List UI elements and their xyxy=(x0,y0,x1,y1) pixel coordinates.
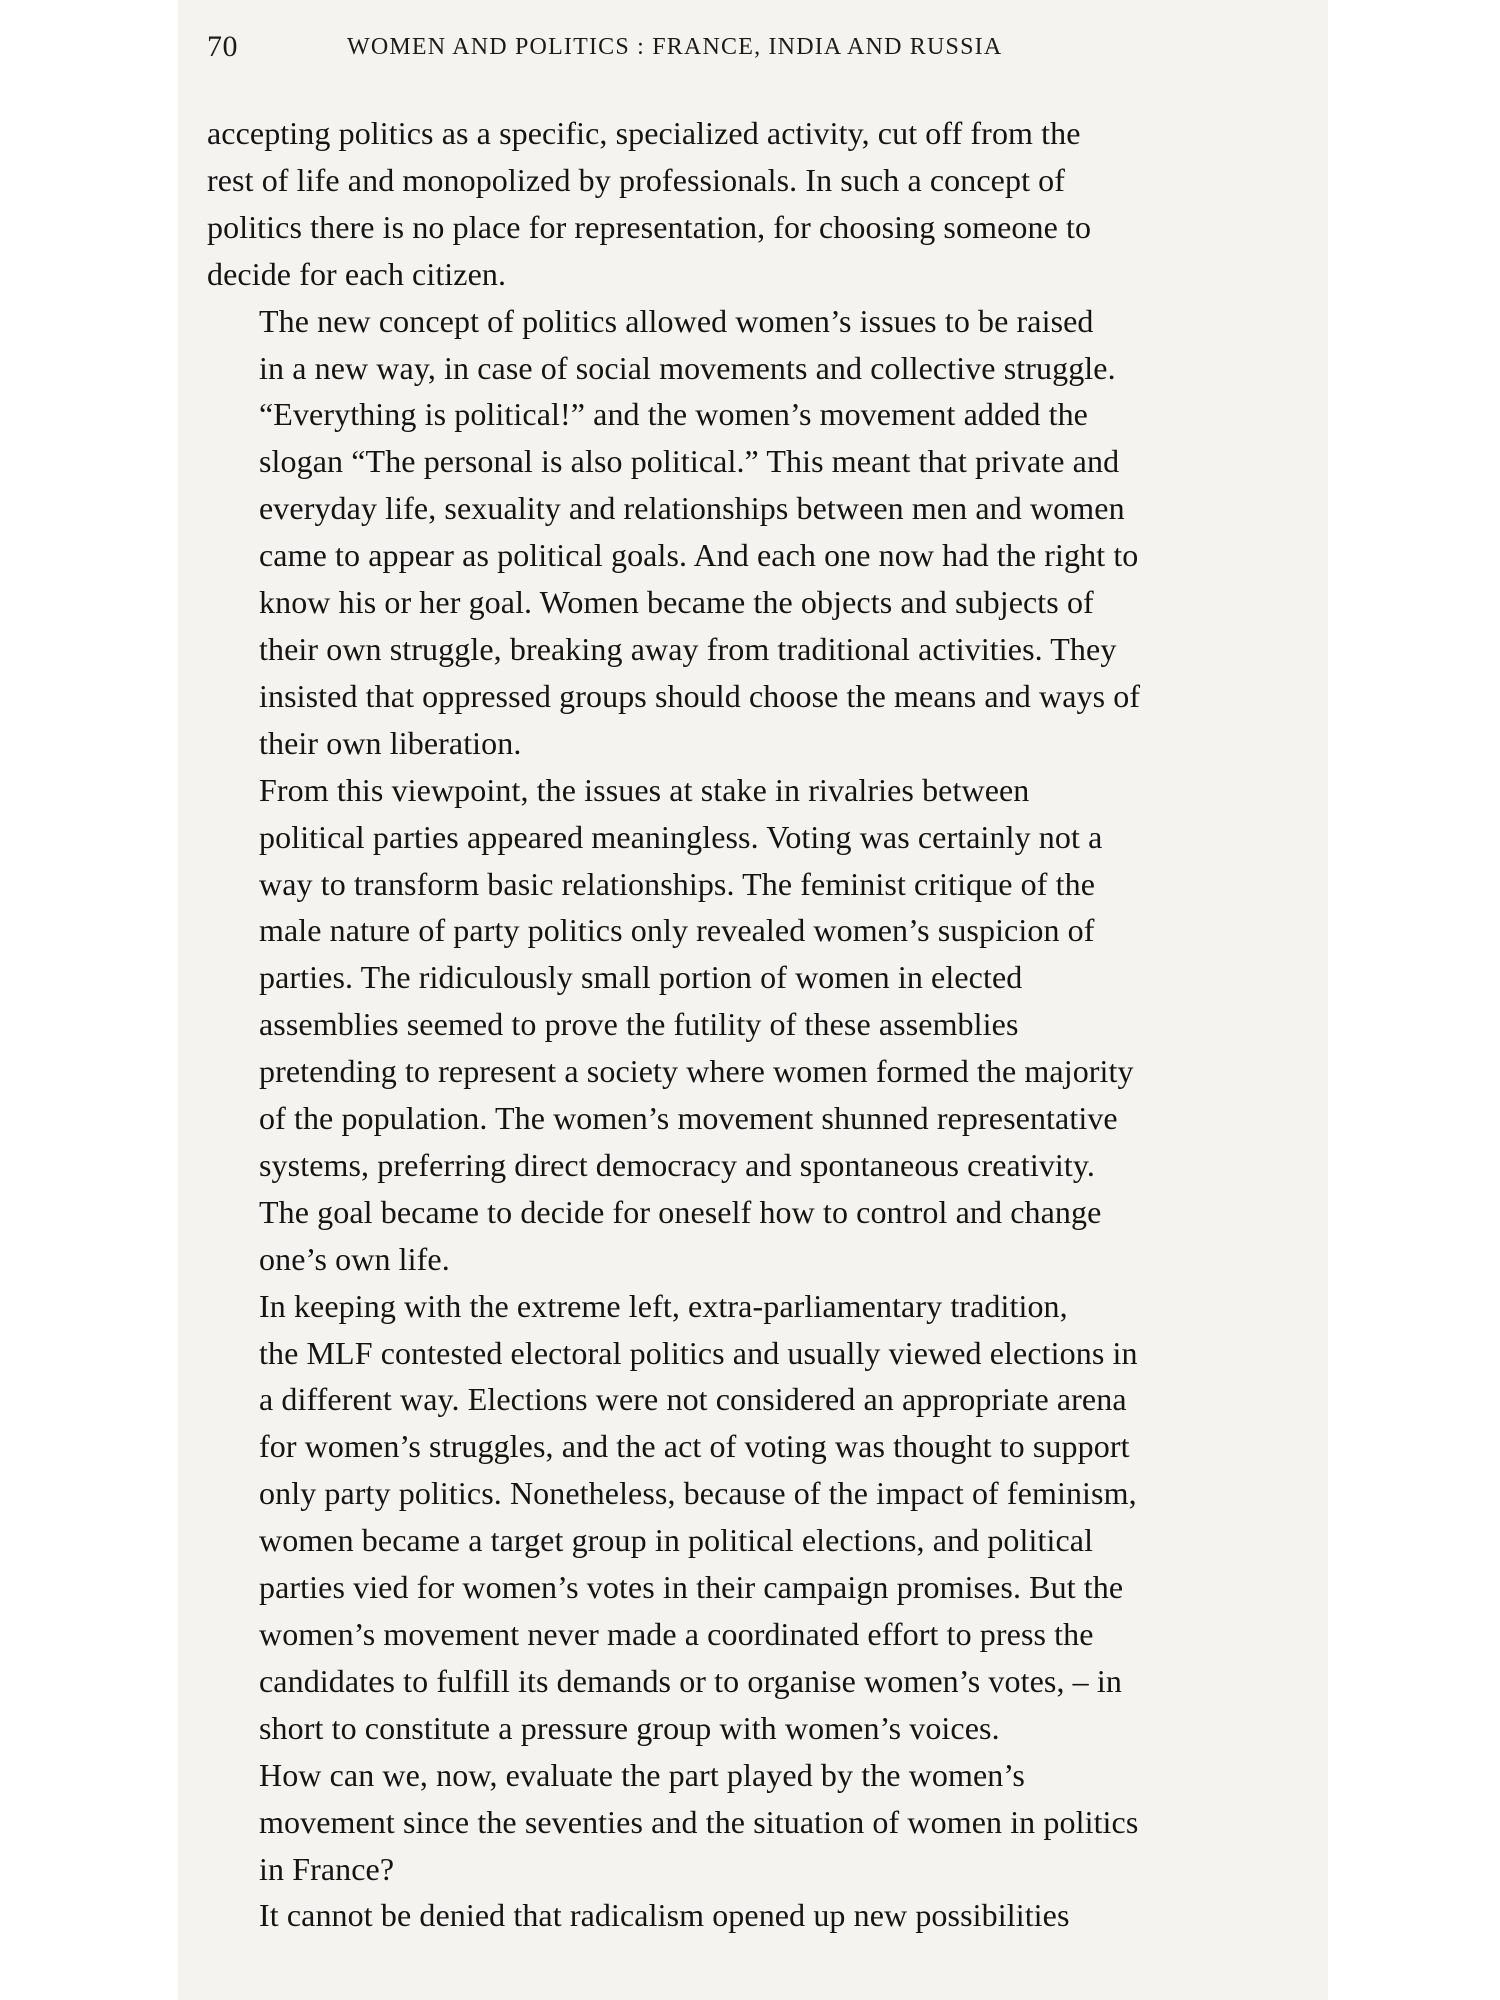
text-line: The new concept of politics allowed women’s issues to be raised xyxy=(259,302,1094,339)
text-line: insisted that oppressed groups should choose the means and ways of xyxy=(259,677,1141,714)
text-line: parties. The ridiculously small portion of women in elected xyxy=(259,959,1023,996)
text-line: women became a target group in political elections, and political xyxy=(259,1522,1094,1559)
text-line: decide for each citizen. xyxy=(207,255,507,292)
text-line: only party politics. Nonetheless, because of the impact of feminism, xyxy=(259,1475,1137,1512)
text-line: way to transform basic relationships. The feminist critique of the xyxy=(259,865,1096,902)
paragraph xyxy=(207,298,1282,392)
text-line: of the population. The women’s movement shunned representative xyxy=(259,1100,1118,1137)
text-line: parties vied for women’s votes in their campaign promises. But the xyxy=(259,1569,1124,1606)
paragraph xyxy=(207,110,1282,298)
text-line: the MLF contested electoral politics and usually viewed elections in xyxy=(259,1334,1138,1371)
running-head: WOMEN AND POLITICS : FRANCE, INDIA AND RUSSIA xyxy=(347,34,1003,60)
text-line: candidates to fulfill its demands or to organise women’s votes, – in xyxy=(259,1662,1122,1699)
text-line: In keeping with the extreme left, extra-parliamentary tradition, xyxy=(259,1287,1068,1324)
paragraph xyxy=(207,1752,1282,1893)
text-line: know his or her goal. Women became the objects and subjects of xyxy=(259,584,1094,621)
text-line: came to appear as political goals. And each one now had the right to xyxy=(259,537,1139,574)
text-line: systems, preferring direct democracy and spontaneous creativity. xyxy=(259,1146,1096,1183)
text-line: everyday life, sexuality and relationships between men and women xyxy=(259,490,1125,527)
text-line: How can we, now, evaluate the part played by the women’s xyxy=(259,1756,1025,1793)
page-header xyxy=(207,30,1157,70)
text-line: accepting politics as a specific, specialized activity, cut off from the xyxy=(207,115,1081,151)
paragraph xyxy=(207,1892,1282,1939)
text-line: pretending to represent a society where women formed the majority xyxy=(259,1053,1134,1090)
text-line: for women’s struggles, and the act of voting was thought to support xyxy=(259,1428,1130,1465)
text-line: The goal became to decide for oneself how to control and change xyxy=(259,1193,1102,1230)
text-line: political parties appeared meaningless. Voting was certainly not a xyxy=(259,818,1103,855)
text-line: movement since the seventies and the situation of women in politics xyxy=(259,1803,1139,1840)
text-line: their own liberation. xyxy=(259,724,522,761)
paragraph xyxy=(207,767,1282,1283)
text-line: “Everything is political!” and the women’s movement added the xyxy=(259,396,1088,433)
text-line: women’s movement never made a coordinated effort to press the xyxy=(259,1616,1094,1652)
text-line: one’s own life. xyxy=(259,1240,450,1277)
text-line: politics there is no place for representation, for choosing someone to xyxy=(207,208,1092,245)
text-line: their own struggle, breaking away from traditional activities. They xyxy=(259,630,1117,667)
text-line: assemblies seemed to prove the futility of these assemblies xyxy=(259,1006,1019,1043)
body-text xyxy=(207,110,1282,1939)
paragraph xyxy=(207,1283,1282,1752)
text-line: in France? xyxy=(259,1850,395,1887)
text-line: a different way. Elections were not considered an appropriate arena xyxy=(259,1381,1127,1418)
text-line: It cannot be denied that radicalism opened up new possibilities xyxy=(259,1897,1070,1934)
text-line: From this viewpoint, the issues at stake in rivalries between xyxy=(259,771,1030,808)
text-line: slogan “The personal is also political.” This meant that private and xyxy=(259,443,1120,480)
paragraph xyxy=(207,391,1282,766)
text-line: in a new way, in case of social movements and collective struggle. xyxy=(259,349,1116,386)
text-line: male nature of party politics only revealed women’s suspicion of xyxy=(259,912,1095,949)
text-line: short to constitute a pressure group with women’s voices. xyxy=(259,1709,1000,1746)
text-line: rest of life and monopolized by professionals. In such a concept of xyxy=(207,161,1066,198)
page-number: 70 xyxy=(207,30,238,63)
